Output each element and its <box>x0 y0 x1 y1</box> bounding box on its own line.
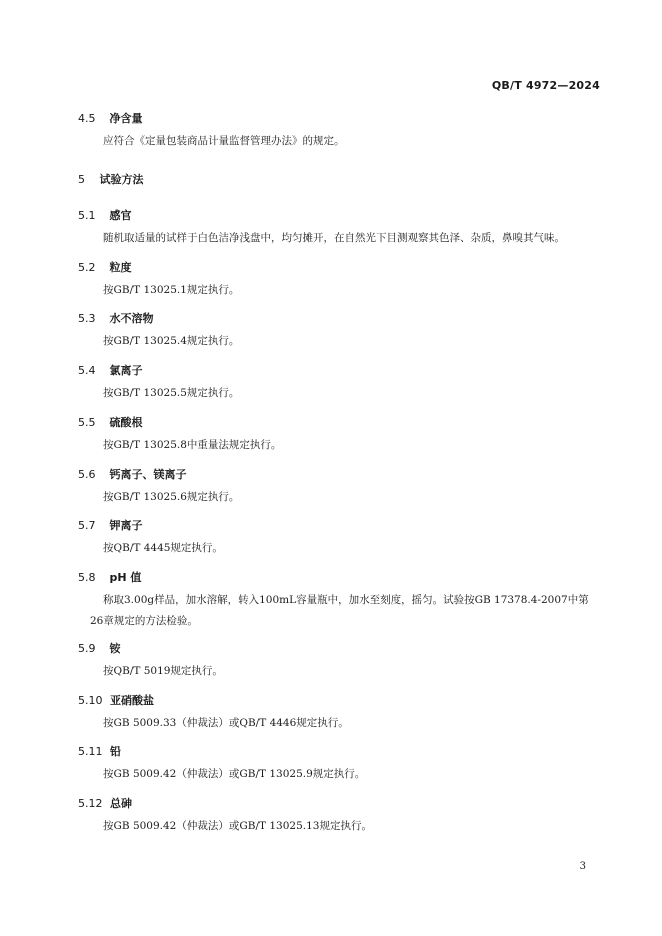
section-heading-5-3 <box>78 310 154 326</box>
section-title: 亚硝酸盐 <box>110 694 154 707</box>
section-title: 铅 <box>110 745 121 758</box>
section-number: 5.4 <box>78 364 96 377</box>
section-text-5-10: 按GB 5009.33（仲裁法）或QB/T 4446规定执行。 <box>103 717 349 729</box>
section-title: 试验方法 <box>99 173 144 186</box>
section-number: 4.5 <box>78 112 96 125</box>
section-heading-5-4 <box>78 362 143 378</box>
section-title: 钙离子、镁离子 <box>109 468 187 481</box>
section-heading-5-9 <box>78 640 121 656</box>
section-title: 氯离子 <box>109 364 143 377</box>
section-heading-5-12 <box>78 795 132 811</box>
section-number: 5.12 <box>78 797 103 810</box>
section-title: 水不溶物 <box>109 312 154 325</box>
section-heading-5-5 <box>78 414 143 430</box>
section-text-5-1: 随机取适量的试样于白色洁净浅盘中，均匀摊开，在自然光下目测观察其色泽、杂质，鼻嗅其气味。 <box>103 232 565 244</box>
section-number: 5.9 <box>78 642 96 655</box>
section-title: 净含量 <box>109 112 143 125</box>
document-code: QB/T 4972—2024 <box>491 79 600 92</box>
section-text-4-5: 应符合《定量包装商品计量监督管理办法》的规定。 <box>103 135 345 147</box>
section-title: 铵 <box>109 642 121 655</box>
section-number: 5.11 <box>78 745 103 758</box>
section-text-5-12: 按GB 5009.42（仲裁法）或GB/T 13025.13规定执行。 <box>103 820 372 832</box>
section-text-5-9: 按QB/T 5019规定执行。 <box>103 665 223 677</box>
section-number: 5.2 <box>78 261 96 274</box>
section-text-5-7: 按QB/T 4445规定执行。 <box>103 542 223 554</box>
section-text-5-5: 按GB/T 13025.8中重量法规定执行。 <box>103 439 282 451</box>
section-title: 总砷 <box>110 797 132 810</box>
section-heading-5-10 <box>78 692 154 708</box>
section-heading-5-8 <box>78 569 141 585</box>
section-number: 5 <box>78 173 85 186</box>
section-text-5-11: 按GB 5009.42（仲裁法）或GB/T 13025.9规定执行。 <box>103 768 366 780</box>
section-number: 5.3 <box>78 312 96 325</box>
section-text-5-3: 按GB/T 13025.4规定执行。 <box>103 335 240 347</box>
section-heading-5-7 <box>78 517 143 533</box>
section-heading-5-1 <box>78 207 132 223</box>
section-title: 钾离子 <box>109 519 143 532</box>
section-heading-5-2 <box>78 259 132 275</box>
section-text-5-8: 称取3.00g样品，加水溶解，转入100mL容量瓶中，加水至刻度，摇匀。试验按GB 17378.4-2007中第26章规定的方法检验。 <box>90 594 589 627</box>
section-text-5-2: 按GB/T 13025.1规定执行。 <box>103 284 240 296</box>
section-text-5-4: 按GB/T 13025.5规定执行。 <box>103 387 240 399</box>
section-number: 5.5 <box>78 416 96 429</box>
section-number: 5.1 <box>78 209 96 222</box>
section-number: 5.7 <box>78 519 96 532</box>
section-number: 5.6 <box>78 468 96 481</box>
section-text-5-6: 按GB/T 13025.6规定执行。 <box>103 491 240 503</box>
section-title: 感官 <box>109 209 132 222</box>
section-heading-5-6 <box>78 466 187 482</box>
section-title: 硫酸根 <box>109 416 143 429</box>
page-number: 3 <box>579 861 586 872</box>
section-heading-5-11 <box>78 743 121 759</box>
section-title: 粒度 <box>109 261 132 274</box>
section-title: pH 值 <box>109 571 142 584</box>
section-heading-5 <box>78 171 144 187</box>
section-number: 5.8 <box>78 571 96 584</box>
section-number: 5.10 <box>78 694 103 707</box>
section-heading-4-5 <box>78 110 143 126</box>
